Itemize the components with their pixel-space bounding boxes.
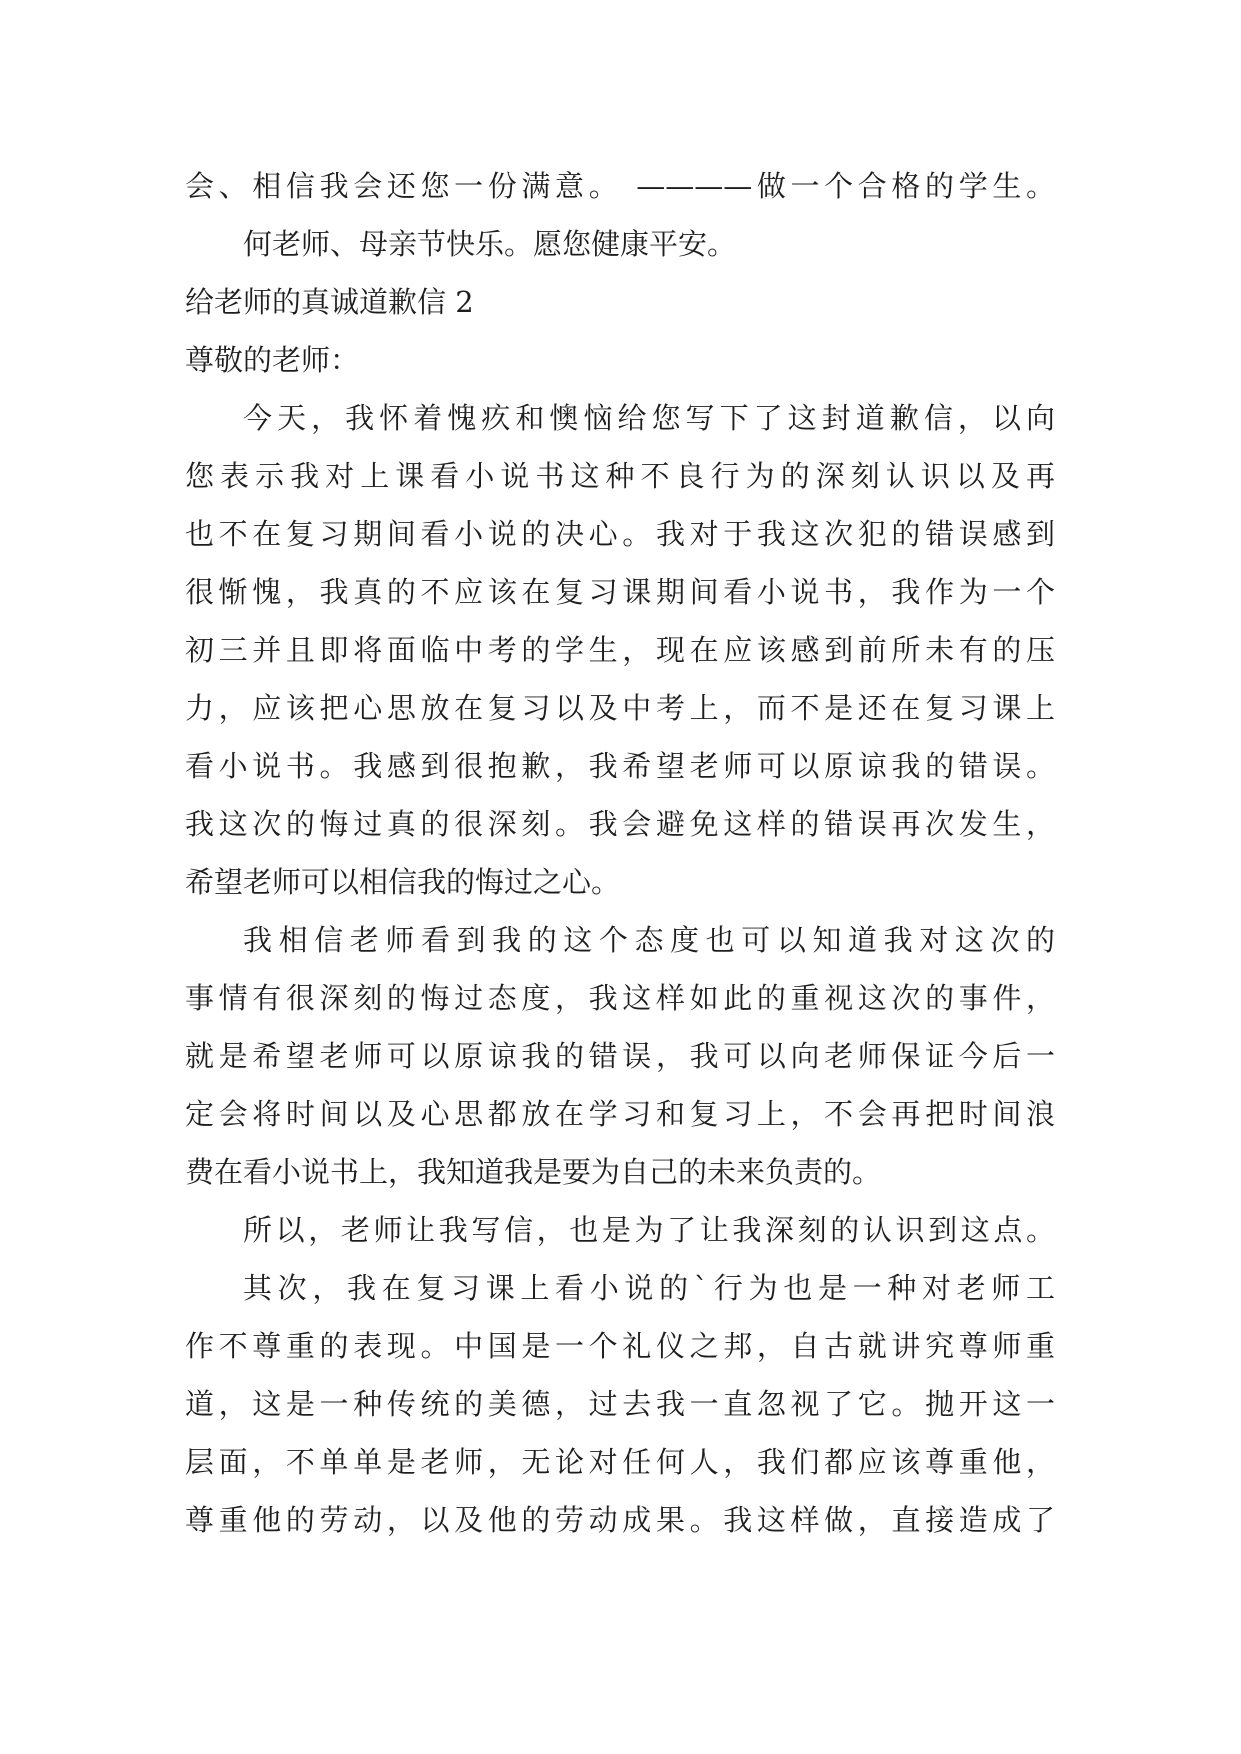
text-line: 定会将时间以及心思都放在学习和复习上，不会再把时间浪 [185, 1097, 1055, 1131]
text-line: 您表示我对上课看小说书这种不良行为的深刻认识以及再 [185, 459, 1055, 493]
text-line: 我这次的悔过真的很深刻。我会避免这样的错误再次发生， [185, 807, 1055, 841]
text-line: 所以，老师让我写信，也是为了让我深刻的认识到这点。 [243, 1213, 1055, 1247]
text-line: 其次，我在复习课上看小说的`行为也是一种对老师工 [243, 1271, 1055, 1305]
text-line: 今天，我怀着愧疚和懊恼给您写下了这封道歉信，以向 [243, 401, 1055, 435]
text-line: 我相信老师看到我的这个态度也可以知道我对这次的 [243, 923, 1055, 957]
text-line: 费在看小说书上，我知道我是要为自己的未来负责的。 [185, 1155, 882, 1189]
text-line: 很惭愧，我真的不应该在复习课期间看小说书，我作为一个 [185, 575, 1055, 609]
text-line: 层面，不单单是老师，无论对任何人，我们都应该尊重他， [185, 1445, 1055, 1479]
text-line: 也不在复习期间看小说的决心。我对于我这次犯的错误感到 [185, 517, 1055, 551]
text-line: 力，应该把心思放在复习以及中考上，而不是还在复习课上 [185, 691, 1055, 725]
text-line: 看小说书。我感到很抱歉，我希望老师可以原谅我的错误。 [185, 749, 1055, 783]
text-line: 希望老师可以相信我的悔过之心。 [185, 865, 621, 899]
text-line: 事情有很深刻的悔过态度，我这样如此的重视这次的事件， [185, 981, 1055, 1015]
text-line: 会、相信我会还您一份满意。 ————做一个合格的学生。 [185, 169, 1055, 203]
text-line: 尊重他的劳动，以及他的劳动成果。我这样做，直接造成了 [185, 1503, 1055, 1537]
salutation-line: 尊敬的老师： [185, 343, 360, 377]
text-line: 就是希望老师可以原谅我的错误，我可以向老师保证今后一 [185, 1039, 1055, 1073]
text-line: 初三并且即将面临中考的学生，现在应该感到前所未有的压 [185, 633, 1055, 667]
text-line: 何老师、母亲节快乐。愿您健康平安。 [243, 227, 737, 261]
heading-line: 给老师的真诚道歉信 2 [185, 285, 474, 319]
text-line: 道，这是一种传统的美德，过去我一直忽视了它。抛开这一 [185, 1387, 1055, 1421]
text-line: 作不尊重的表现。中国是一个礼仪之邦，自古就讲究尊师重 [185, 1329, 1055, 1363]
